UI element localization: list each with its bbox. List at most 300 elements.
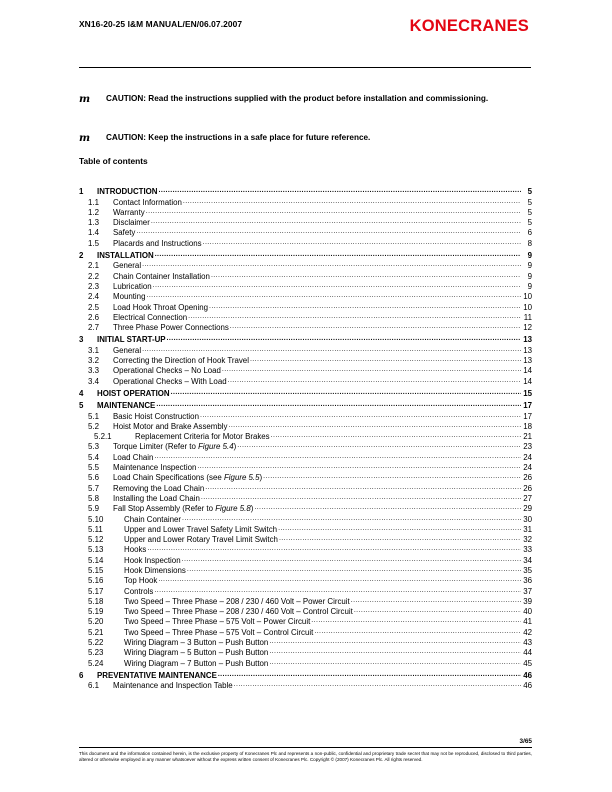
caution-text: CAUTION: Read the instructions supplied with the product before installation and commissioning. bbox=[106, 94, 489, 103]
dot-leader bbox=[314, 628, 521, 638]
dot-leader bbox=[228, 377, 521, 387]
dot-leader bbox=[187, 566, 521, 576]
toc-page-number: 34 bbox=[523, 555, 532, 565]
toc-title-text: Operational Checks – No Load bbox=[113, 366, 221, 376]
toc-page-number: 33 bbox=[523, 545, 532, 555]
dot-leader bbox=[269, 638, 521, 648]
toc-title-text: Chain Container bbox=[124, 514, 182, 524]
toc-entry-title bbox=[113, 282, 152, 292]
toc-page-number: 8 bbox=[527, 238, 532, 248]
toc-section-entry[interactable] bbox=[79, 483, 532, 493]
dot-leader bbox=[183, 198, 521, 208]
toc-entry-number: 2.5 bbox=[88, 302, 99, 312]
toc-section-entry[interactable] bbox=[79, 535, 532, 545]
toc-title-text: Basic Hoist Construction bbox=[113, 411, 199, 421]
dot-leader bbox=[142, 346, 521, 356]
toc-entry-number: 5.2 bbox=[88, 421, 99, 431]
toc-title-text: Two Speed – Three Phase – 575 Volt – Power Circuit bbox=[124, 617, 311, 627]
toc-heading: Table of contents bbox=[79, 156, 148, 166]
toc-page-number: 46 bbox=[523, 681, 532, 691]
dot-leader bbox=[351, 597, 521, 607]
toc-page-number: 13 bbox=[523, 345, 532, 355]
toc-title-text: Maintenance and Inspection Table bbox=[113, 681, 233, 691]
toc-section-entry[interactable] bbox=[79, 607, 532, 617]
toc-entry-title bbox=[124, 659, 268, 669]
toc-title-text: PREVENTATIVE MAINTENANCE bbox=[97, 670, 217, 680]
toc-entry-number: 5.14 bbox=[88, 555, 104, 565]
dot-leader bbox=[182, 515, 521, 525]
toc-section-entry[interactable] bbox=[79, 292, 532, 302]
toc-entry-number: 1.2 bbox=[88, 207, 99, 217]
toc-page-number: 17 bbox=[523, 411, 532, 421]
toc-title-text: Replacement Criteria for Motor Brakes bbox=[135, 432, 270, 442]
page-number: 3/65 bbox=[519, 738, 532, 745]
toc-entry-title bbox=[113, 422, 227, 432]
toc-page-number: 37 bbox=[523, 586, 532, 596]
toc-title-text: Lubrication bbox=[113, 281, 152, 291]
toc-section-entry[interactable] bbox=[79, 525, 532, 535]
toc-section-entry[interactable] bbox=[79, 208, 532, 218]
toc-section-entry[interactable] bbox=[79, 366, 532, 376]
toc-page-number: 42 bbox=[523, 627, 532, 637]
toc-entry-title bbox=[124, 566, 186, 576]
dot-leader bbox=[230, 323, 521, 333]
toc-entry-number: 6 bbox=[79, 670, 84, 680]
toc-page-number: 23 bbox=[523, 442, 532, 452]
toc-page-number: 21 bbox=[523, 432, 532, 442]
toc-entry-number: 1.5 bbox=[88, 238, 99, 248]
toc-title-text: Operational Checks – With Load bbox=[113, 376, 227, 386]
toc-section-entry[interactable] bbox=[79, 597, 532, 607]
toc-section-entry[interactable] bbox=[79, 432, 532, 442]
figure-reference: Figure 5.5 bbox=[223, 473, 260, 483]
toc-page-number: 26 bbox=[523, 483, 532, 493]
toc-title-text: Upper and Lower Rotary Travel Limit Switch bbox=[124, 535, 278, 545]
toc-page-number: 44 bbox=[523, 648, 532, 658]
toc-page-number: 5 bbox=[527, 197, 532, 207]
toc-entry-number: 5.11 bbox=[88, 524, 103, 534]
toc-entry-title bbox=[124, 587, 153, 597]
caution-icon: m bbox=[79, 93, 91, 105]
dot-leader bbox=[203, 239, 521, 249]
toc-page-number: 14 bbox=[523, 366, 532, 376]
toc-entry-title bbox=[135, 432, 270, 442]
toc-page-number: 46 bbox=[523, 670, 532, 680]
toc-entry-number: 5.12 bbox=[88, 535, 104, 545]
toc-page-number: 26 bbox=[523, 473, 532, 483]
toc-entry-number: 5.1 bbox=[88, 411, 99, 421]
toc-entry-number: 5.6 bbox=[88, 473, 99, 483]
toc-entry-number: 5.23 bbox=[88, 648, 104, 658]
toc-entry-number: 1 bbox=[79, 187, 84, 197]
figure-reference: Figure 5.8 bbox=[215, 504, 251, 514]
dot-leader bbox=[211, 272, 521, 282]
toc-section-entry[interactable] bbox=[79, 323, 532, 333]
toc-page-number: 31 bbox=[523, 524, 532, 534]
toc-entry-title bbox=[124, 628, 313, 638]
toc-entry-number: 5.8 bbox=[88, 493, 99, 503]
toc-page-number: 5 bbox=[527, 207, 532, 217]
toc-chapter-entry[interactable] bbox=[79, 389, 532, 399]
dot-leader bbox=[171, 389, 521, 399]
toc-entry-number: 5.10 bbox=[88, 514, 104, 524]
dot-leader bbox=[151, 218, 521, 228]
toc-title-text: Wiring Diagram – 3 Button – Push Button bbox=[124, 638, 269, 648]
toc-section-entry[interactable] bbox=[79, 586, 532, 596]
toc-entry-title bbox=[113, 346, 141, 356]
toc-title-text: Placards and Instructions bbox=[113, 238, 202, 248]
toc-title-text: Three Phase Power Connections bbox=[113, 323, 229, 333]
toc-entry-title bbox=[113, 463, 196, 473]
dot-leader bbox=[182, 556, 521, 566]
toc-entry-number: 5.16 bbox=[88, 576, 104, 586]
toc-title-text: Maintenance Inspection bbox=[113, 463, 197, 473]
toc-entry-title bbox=[113, 261, 141, 271]
toc-section-entry[interactable] bbox=[79, 376, 532, 386]
dot-leader bbox=[254, 504, 521, 514]
toc-entry-number: 5.20 bbox=[88, 617, 104, 627]
toc-entry-title bbox=[97, 671, 217, 681]
toc-entry-number: 3.4 bbox=[88, 376, 99, 386]
dot-leader bbox=[146, 208, 521, 218]
caution-note bbox=[79, 133, 532, 143]
toc-entry-number: 2.6 bbox=[88, 312, 99, 322]
toc-page-number: 43 bbox=[523, 638, 532, 648]
toc-title-text: Warranty bbox=[113, 207, 145, 217]
toc-entry-number: 5.4 bbox=[88, 452, 99, 462]
toc-entry-title bbox=[124, 648, 268, 658]
toc-section-entry[interactable] bbox=[79, 504, 532, 514]
dot-leader bbox=[146, 292, 521, 302]
toc-section-entry[interactable] bbox=[79, 261, 532, 271]
toc-entry-number: 1.1 bbox=[88, 197, 99, 207]
toc-entry-number: 2.1 bbox=[88, 261, 99, 271]
toc-page-number: 13 bbox=[523, 356, 532, 366]
toc-title-text: Hook Dimensions bbox=[124, 565, 186, 575]
toc-title-text: Installing the Load Chain bbox=[113, 493, 200, 503]
toc-title-text: INSTALLATION bbox=[97, 251, 154, 261]
toc-section-entry[interactable] bbox=[79, 345, 532, 355]
toc-title-suffix: ) bbox=[259, 473, 263, 483]
toc-page-number: 30 bbox=[523, 514, 532, 524]
table-of-contents bbox=[79, 187, 532, 691]
toc-entry-title bbox=[97, 401, 155, 411]
toc-section-entry[interactable] bbox=[79, 555, 532, 565]
toc-entry-title bbox=[113, 412, 199, 422]
toc-title-text: Load Chain bbox=[113, 452, 154, 462]
toc-section-entry[interactable] bbox=[79, 271, 532, 281]
toc-title-text: General bbox=[113, 261, 142, 271]
toc-entry-number: 2.7 bbox=[88, 323, 99, 333]
figure-reference: Figure 5.4 bbox=[198, 442, 234, 452]
toc-section-entry[interactable] bbox=[79, 514, 532, 524]
toc-entry-title bbox=[124, 638, 268, 648]
toc-entry-title bbox=[97, 187, 158, 197]
toc-entry-number: 1.3 bbox=[88, 218, 99, 228]
toc-page-number: 10 bbox=[523, 302, 532, 312]
toc-page-number: 41 bbox=[523, 617, 532, 627]
toc-title-text: Upper and Lower Travel Safety Limit Switch bbox=[124, 524, 278, 534]
toc-entry-title bbox=[124, 597, 350, 607]
toc-title-text: Load Hook Throat Opening bbox=[113, 302, 209, 312]
dot-leader bbox=[237, 442, 521, 452]
toc-title-text: General bbox=[113, 345, 142, 355]
dot-leader bbox=[269, 659, 521, 669]
toc-entry-number: 5.15 bbox=[88, 565, 104, 575]
toc-entry-title bbox=[97, 335, 166, 345]
toc-entry-number: 5.18 bbox=[88, 596, 104, 606]
toc-chapter-entry[interactable] bbox=[79, 335, 532, 345]
caution-icon: m bbox=[79, 132, 91, 144]
toc-entry-title bbox=[113, 504, 253, 514]
toc-title-text: Two Speed – Three Phase – 208 / 230 / 460 Volt – Power Circuit bbox=[124, 596, 350, 606]
dot-leader bbox=[159, 187, 522, 197]
toc-entry-number: 2.3 bbox=[88, 281, 99, 291]
toc-page-number: 36 bbox=[523, 576, 532, 586]
dot-leader bbox=[228, 422, 521, 432]
dot-leader bbox=[136, 228, 521, 238]
toc-entry-number: 5.7 bbox=[88, 483, 99, 493]
toc-entry-title bbox=[113, 377, 227, 387]
dot-leader bbox=[205, 484, 521, 494]
dot-leader bbox=[263, 473, 521, 483]
toc-title-text: Mounting bbox=[113, 292, 146, 302]
toc-entry-title bbox=[113, 272, 210, 282]
toc-page-number: 27 bbox=[523, 493, 532, 503]
toc-entry-number: 3.2 bbox=[88, 356, 99, 366]
toc-title-text: Fall Stop Assembly (Refer to bbox=[113, 504, 216, 514]
toc-entry-number: 5.3 bbox=[88, 442, 99, 452]
toc-page-number: 12 bbox=[523, 323, 532, 333]
toc-title-text: HOIST OPERATION bbox=[97, 388, 170, 398]
dot-leader bbox=[155, 251, 521, 261]
toc-entry-title bbox=[113, 208, 145, 218]
toc-entry-title bbox=[124, 576, 157, 586]
toc-section-entry[interactable] bbox=[79, 638, 532, 648]
toc-section-entry[interactable] bbox=[79, 617, 532, 627]
toc-section-entry[interactable] bbox=[79, 218, 532, 228]
dot-leader bbox=[209, 303, 521, 313]
toc-entry-number: 3 bbox=[79, 335, 84, 345]
toc-entry-number: 5 bbox=[79, 401, 84, 411]
toc-entry-number: 1.4 bbox=[88, 228, 99, 238]
toc-entry-number: 5.2.1 bbox=[94, 432, 112, 442]
dot-leader bbox=[197, 463, 521, 473]
dot-leader bbox=[154, 453, 521, 463]
toc-entry-title bbox=[113, 494, 200, 504]
toc-entry-number: 5.13 bbox=[88, 545, 104, 555]
toc-section-entry[interactable] bbox=[79, 658, 532, 668]
toc-section-entry[interactable] bbox=[79, 545, 532, 555]
toc-page-number: 11 bbox=[523, 312, 532, 322]
toc-title-text: Safety bbox=[113, 228, 136, 238]
toc-chapter-entry[interactable] bbox=[79, 401, 532, 411]
dot-leader bbox=[147, 545, 521, 555]
caution-text: CAUTION: Keep the instructions in a safe place for future reference. bbox=[106, 133, 371, 142]
toc-entry-number: 2.2 bbox=[88, 271, 99, 281]
dot-leader bbox=[167, 335, 521, 345]
konecranes-logo bbox=[410, 17, 529, 36]
toc-entry-number: 5.19 bbox=[88, 607, 104, 617]
toc-section-entry[interactable] bbox=[79, 422, 532, 432]
toc-title-text: Hooks bbox=[124, 545, 147, 555]
toc-title-text: Hoist Motor and Brake Assembly bbox=[113, 421, 228, 431]
toc-entry-title bbox=[113, 292, 145, 302]
toc-chapter-entry[interactable] bbox=[79, 671, 532, 681]
toc-page-number: 29 bbox=[523, 504, 532, 514]
toc-chapter-entry[interactable] bbox=[79, 251, 532, 261]
toc-entry-title bbox=[113, 442, 236, 452]
toc-page-number: 14 bbox=[523, 376, 532, 386]
toc-title-text: Load Chain Specifications (see bbox=[113, 473, 224, 483]
toc-section-entry[interactable] bbox=[79, 282, 532, 292]
toc-page-number: 9 bbox=[527, 281, 532, 291]
toc-entry-number: 5.22 bbox=[88, 638, 104, 648]
toc-page-number: 6 bbox=[527, 228, 532, 238]
dot-leader bbox=[271, 432, 521, 442]
toc-section-entry[interactable] bbox=[79, 627, 532, 637]
toc-entry-title bbox=[113, 323, 229, 333]
header-divider bbox=[79, 67, 531, 68]
dot-leader bbox=[153, 282, 521, 292]
toc-entry-title bbox=[113, 228, 135, 238]
toc-entry-number: 2 bbox=[79, 251, 84, 261]
dot-leader bbox=[218, 671, 521, 681]
toc-section-entry[interactable] bbox=[79, 452, 532, 462]
toc-title-text: INITIAL START-UP bbox=[97, 335, 166, 345]
toc-entry-number: 5.21 bbox=[88, 627, 104, 637]
toc-entry-title bbox=[124, 617, 310, 627]
toc-entry-number: 5.24 bbox=[88, 658, 104, 668]
toc-entry-number: 5.17 bbox=[88, 586, 104, 596]
toc-entry-title bbox=[113, 239, 202, 249]
toc-entry-title bbox=[124, 515, 181, 525]
toc-page-number: 9 bbox=[527, 261, 532, 271]
dot-leader bbox=[142, 261, 521, 271]
toc-section-entry[interactable] bbox=[79, 228, 532, 238]
toc-page-number: 39 bbox=[523, 596, 532, 606]
toc-entry-title bbox=[113, 453, 153, 463]
dot-leader bbox=[156, 401, 521, 411]
toc-section-entry[interactable] bbox=[79, 238, 532, 248]
toc-entry-title bbox=[113, 484, 204, 494]
toc-page-number: 35 bbox=[523, 565, 532, 575]
toc-title-text: Controls bbox=[124, 586, 154, 596]
toc-entry-title bbox=[124, 535, 278, 545]
toc-title-text: INTRODUCTION bbox=[97, 187, 158, 197]
toc-title-text: Disclaimer bbox=[113, 218, 150, 228]
toc-title-text: Two Speed – Three Phase – 575 Volt – Control Circuit bbox=[124, 627, 314, 637]
toc-chapter-entry[interactable] bbox=[79, 187, 532, 197]
toc-page-number: 9 bbox=[527, 251, 532, 261]
toc-section-entry[interactable] bbox=[79, 197, 532, 207]
toc-entry-number: 2.4 bbox=[88, 292, 99, 302]
toc-entry-title bbox=[113, 218, 150, 228]
toc-title-text: Contact Information bbox=[113, 197, 182, 207]
dot-leader bbox=[269, 648, 521, 658]
toc-page-number: 13 bbox=[523, 335, 532, 345]
toc-page-number: 9 bbox=[527, 271, 532, 281]
dot-leader bbox=[354, 607, 521, 617]
toc-section-entry[interactable] bbox=[79, 302, 532, 312]
toc-entry-title bbox=[113, 313, 187, 323]
toc-page-number: 5 bbox=[527, 218, 532, 228]
toc-entry-title bbox=[124, 556, 181, 566]
toc-entry-number: 3.1 bbox=[88, 345, 99, 355]
toc-page-number: 45 bbox=[523, 658, 532, 668]
toc-page-number: 32 bbox=[523, 535, 532, 545]
toc-section-entry[interactable] bbox=[79, 463, 532, 473]
dot-leader bbox=[278, 525, 521, 535]
document-id: XN16-20-25 I&M MANUAL/EN/06.07.2007 bbox=[79, 19, 243, 29]
toc-section-entry[interactable] bbox=[79, 494, 532, 504]
toc-entry-number: 5.5 bbox=[88, 463, 99, 473]
dot-leader bbox=[188, 313, 521, 323]
toc-title-text: Two Speed – Three Phase – 208 / 230 / 460 Volt – Control Circuit bbox=[124, 607, 353, 617]
toc-page-number: 10 bbox=[523, 292, 532, 302]
toc-entry-number: 4 bbox=[79, 388, 84, 398]
caution-note bbox=[79, 94, 532, 104]
toc-title-text: Electrical Connection bbox=[113, 312, 188, 322]
toc-section-entry[interactable] bbox=[79, 356, 532, 366]
toc-title-suffix: ) bbox=[233, 442, 237, 452]
toc-entry-title bbox=[113, 356, 249, 366]
toc-page-number: 40 bbox=[523, 607, 532, 617]
toc-entry-title bbox=[113, 473, 262, 483]
toc-entry-title bbox=[113, 303, 208, 313]
legal-notice: This document and the information contained herein, is the exclusive property of Konecranes Plc and represents a non-public, confidential and proprietary trade secret that may not be reproduced, disclosed to third parties, altered or otherwise employed in any manner whatsoever without the express written consent of Konecranes Plc. Copyright © (2007) Konecranes Plc. All rights reserved. bbox=[79, 751, 532, 762]
dot-leader bbox=[200, 412, 521, 422]
toc-title-text: Chain Container Installation bbox=[113, 271, 210, 281]
toc-entry-title bbox=[97, 389, 170, 399]
toc-section-entry[interactable] bbox=[79, 681, 532, 691]
toc-page-number: 5 bbox=[527, 187, 532, 197]
toc-section-entry[interactable] bbox=[79, 566, 532, 576]
dot-leader bbox=[154, 587, 521, 597]
toc-title-text: Correcting the Direction of Hook Travel bbox=[113, 356, 249, 366]
toc-section-entry[interactable] bbox=[79, 576, 532, 586]
dot-leader bbox=[250, 356, 521, 366]
toc-page-number: 24 bbox=[523, 452, 532, 462]
dot-leader bbox=[201, 494, 521, 504]
toc-entry-title bbox=[124, 545, 146, 555]
dot-leader bbox=[158, 576, 521, 586]
toc-title-suffix: ) bbox=[250, 504, 254, 514]
toc-section-entry[interactable] bbox=[79, 648, 532, 658]
toc-title-text: Wiring Diagram – 5 Button – Push Button bbox=[124, 648, 269, 658]
toc-section-entry[interactable] bbox=[79, 411, 532, 421]
toc-entry-title bbox=[113, 681, 233, 691]
toc-page-number: 24 bbox=[523, 463, 532, 473]
toc-entry-title bbox=[113, 198, 182, 208]
logo-text: KONECRANES bbox=[409, 17, 529, 35]
toc-title-text: MAINTENANCE bbox=[97, 401, 156, 411]
toc-section-entry[interactable] bbox=[79, 313, 532, 323]
toc-page-number: 18 bbox=[523, 421, 532, 431]
toc-page-number: 15 bbox=[523, 388, 532, 398]
toc-section-entry[interactable] bbox=[79, 442, 532, 452]
toc-entry-number: 5.9 bbox=[88, 504, 99, 514]
dot-leader bbox=[234, 681, 521, 691]
dot-leader bbox=[311, 617, 521, 627]
toc-entry-title bbox=[124, 525, 277, 535]
toc-page-number: 17 bbox=[523, 401, 532, 411]
toc-entry-number: 3.3 bbox=[88, 366, 99, 376]
toc-entry-number: 6.1 bbox=[88, 681, 99, 691]
toc-title-text: Wiring Diagram – 7 Button – Push Button bbox=[124, 658, 269, 668]
footer-divider bbox=[79, 747, 532, 748]
toc-section-entry[interactable] bbox=[79, 473, 532, 483]
